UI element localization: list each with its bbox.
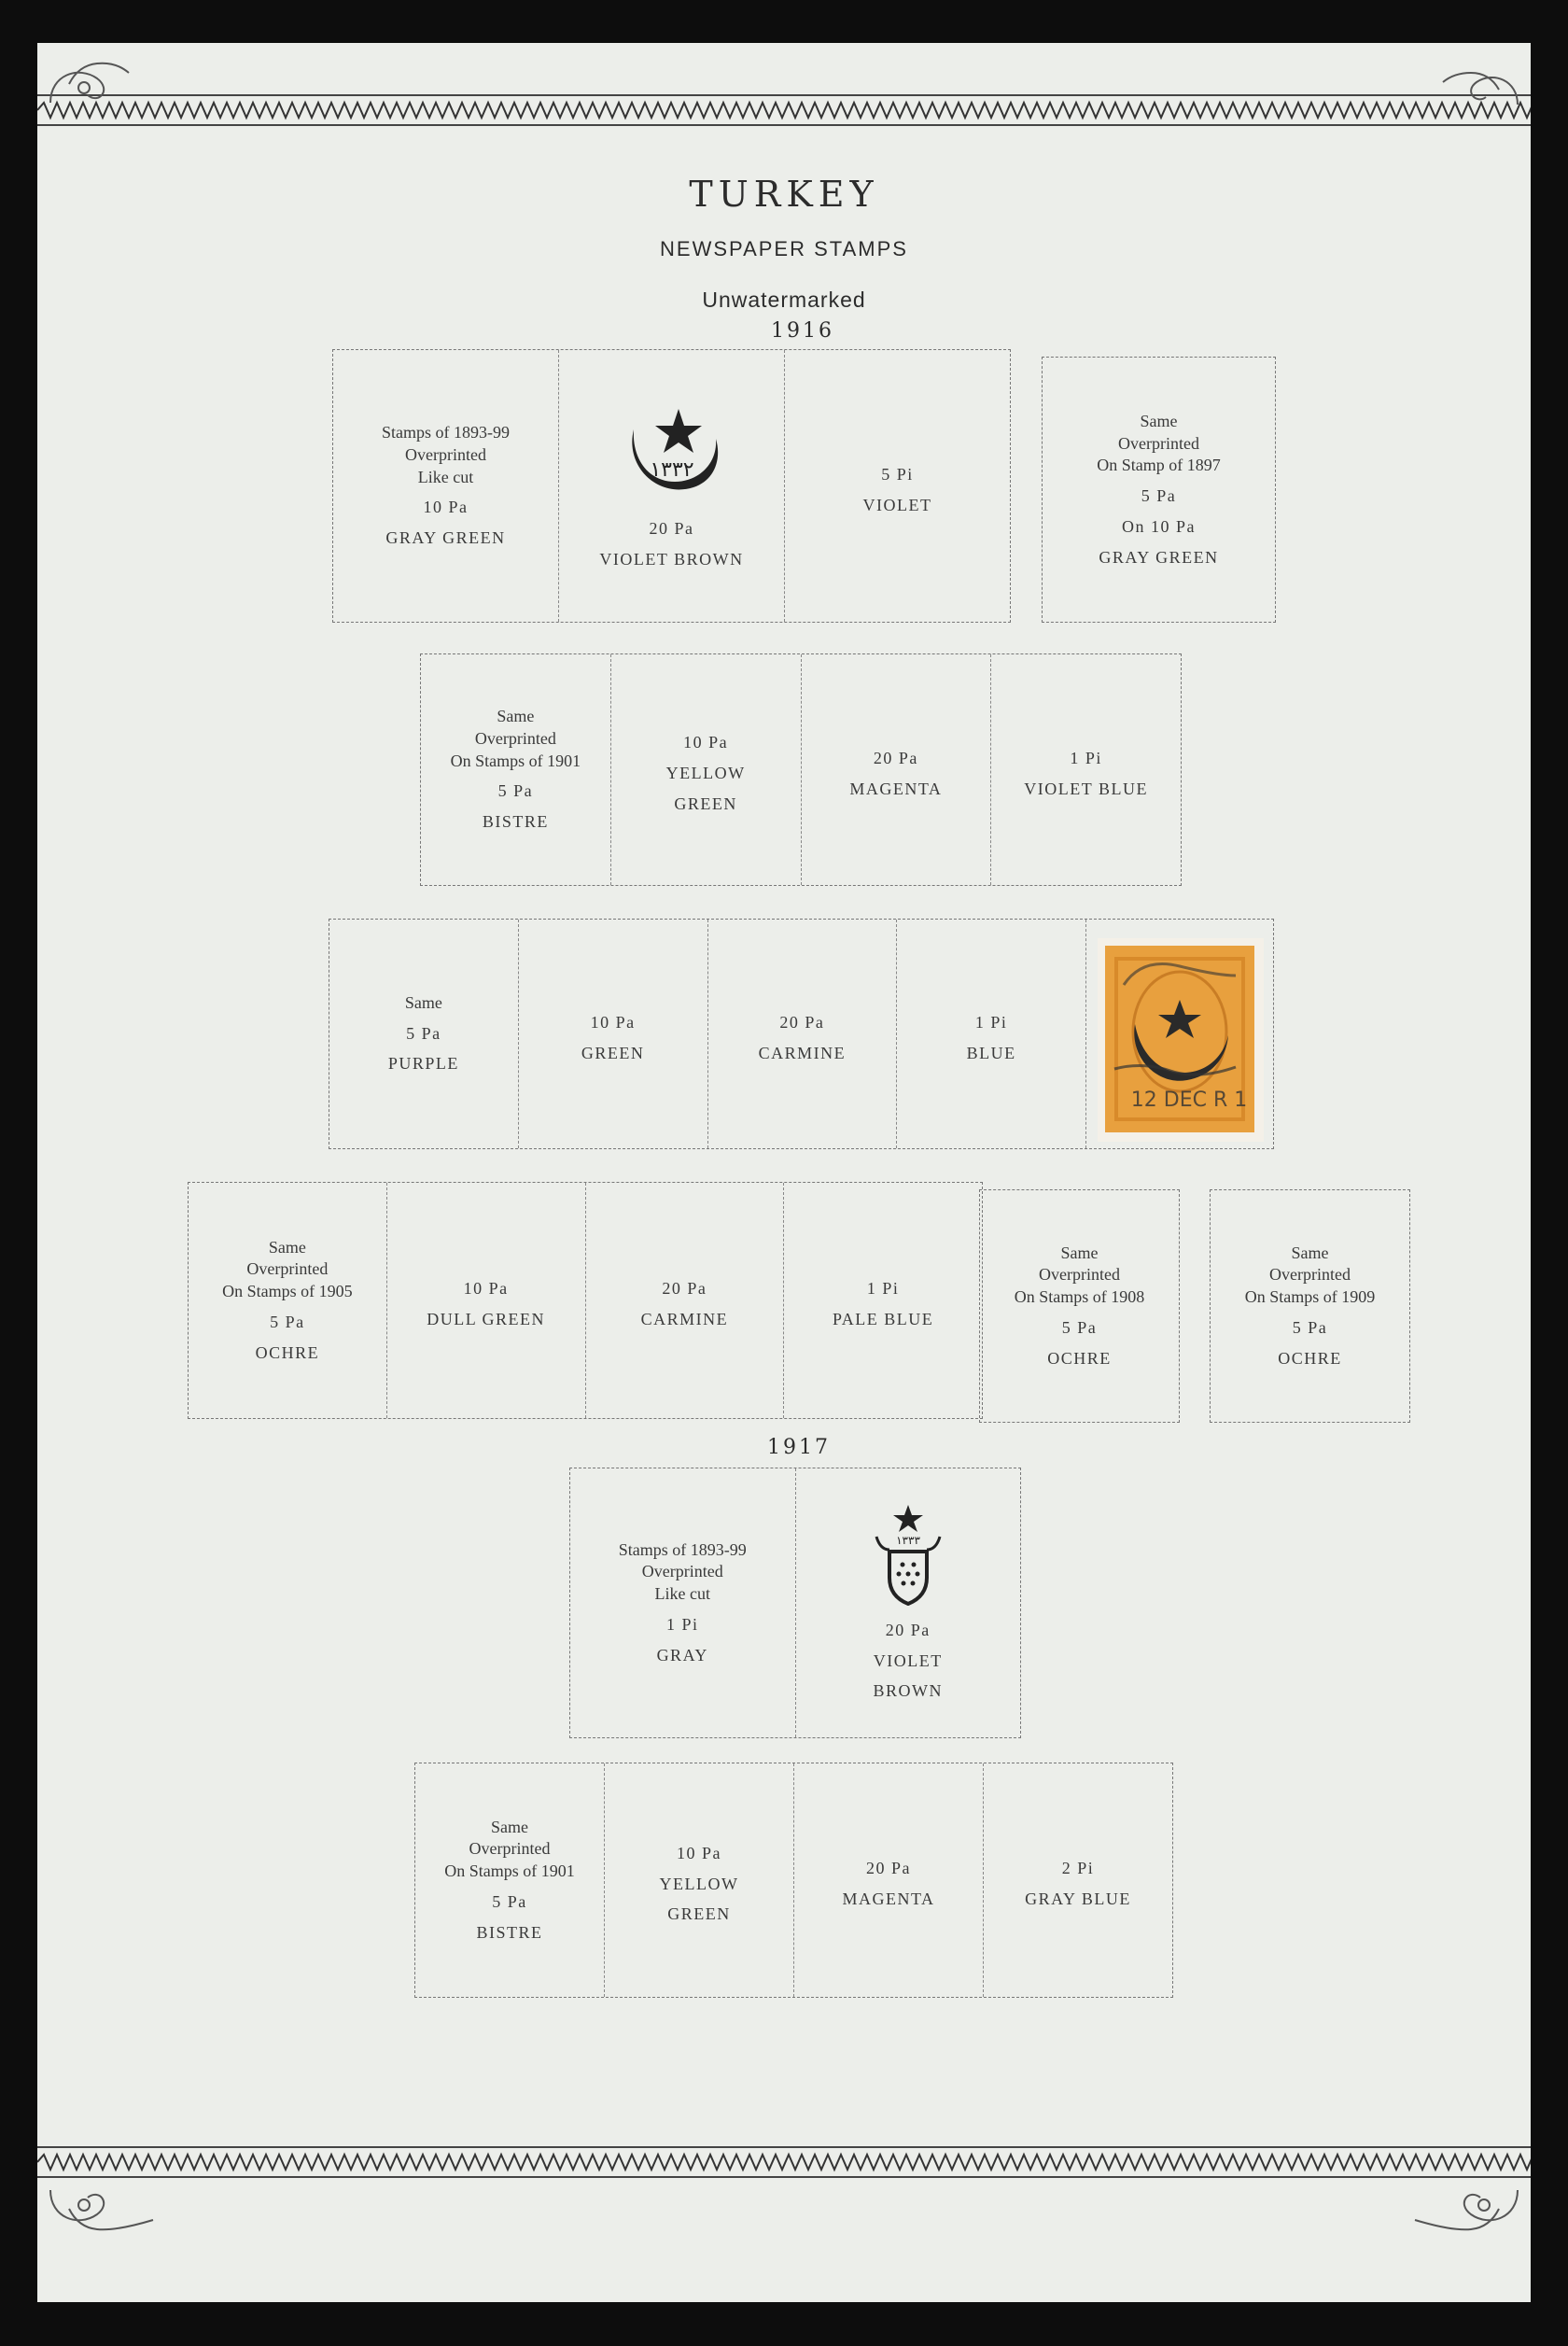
cancellation-text: 12 DEC R 1 (1130, 1089, 1248, 1112)
stamp-color: CARMINE (640, 1310, 729, 1328)
denomination: 10 Pa (677, 1843, 721, 1862)
stamp-color: PURPLE (387, 1054, 459, 1074)
denomination: 5 Pa (406, 1023, 441, 1043)
stamp-color: GRAY BLUE (1025, 1889, 1131, 1908)
stamp-color: YELLOW (659, 1874, 739, 1893)
description-line: Same (1291, 1243, 1329, 1262)
description-line: Overprinted (469, 1839, 551, 1859)
stamp-color: CARMINE (758, 1043, 847, 1062)
page-title: TURKEY (689, 174, 879, 215)
stamp-space[interactable] (794, 1763, 984, 1997)
description-line: On Stamps of 1905 (222, 1282, 353, 1301)
year-heading-1916: 1916 (771, 319, 834, 343)
stamp-group-1916-1905 (188, 1182, 983, 1419)
stamp-color: OCHRE (1047, 1348, 1112, 1368)
description-line: Same (404, 992, 442, 1012)
description-line: Like cut (654, 1584, 710, 1604)
denomination: 10 Pa (590, 1012, 636, 1032)
stamp-color: GREEN (581, 1043, 645, 1062)
denomination: 20 Pa (649, 518, 694, 538)
stamp-color: VIOLET BROWN (599, 549, 744, 569)
stamp-space[interactable] (519, 920, 708, 1148)
page-subtitle: NEWSPAPER STAMPS (660, 237, 908, 260)
watermark-note: Unwatermarked (702, 288, 866, 312)
corner-scroll-ornament (41, 2181, 172, 2237)
stamp-space[interactable] (708, 920, 898, 1148)
stamp-color: GRAY GREEN (1099, 547, 1219, 567)
stamp-color: VIOLET BLUE (1024, 779, 1148, 798)
stamp-color: VIOLET (862, 495, 932, 514)
description-line: Same (268, 1237, 306, 1257)
stamp-space[interactable] (784, 1183, 982, 1418)
description-line: Same (1060, 1243, 1099, 1262)
stamp-color: GRAY (656, 1645, 708, 1665)
denomination: 5 Pa (492, 1891, 527, 1911)
description-line: On Stamp of 1897 (1097, 456, 1221, 475)
stamp-color: YELLOW (665, 764, 746, 783)
stamp-color: PALE BLUE (832, 1310, 934, 1328)
stamp-group-1917-overprint (569, 1468, 1021, 1738)
stamp-space[interactable] (570, 1468, 796, 1737)
stamp-space[interactable] (897, 920, 1086, 1148)
description-line: On Stamps of 1909 (1244, 1287, 1376, 1307)
denomination: 5 Pi (881, 464, 914, 484)
denomination: 2 Pi (1061, 1859, 1095, 1878)
description-line: Overprinted (641, 1562, 723, 1581)
denomination: 20 Pa (873, 748, 918, 767)
stamp-color: MAGENTA (842, 1889, 935, 1908)
stamp-color: BISTRE (476, 1922, 543, 1942)
description-line: On Stamps of 1901 (444, 1861, 575, 1881)
description-line: Overprinted (1039, 1265, 1120, 1285)
top-border-ornament (37, 90, 1531, 133)
corner-scroll-ornament (41, 47, 144, 112)
mounted-stamp-image (1086, 920, 1273, 1148)
stamp-space[interactable] (559, 350, 785, 622)
stamp-color: BISTRE (482, 812, 549, 832)
stamp-group-1916-1897 (1042, 357, 1276, 623)
denomination: 5 Pa (270, 1312, 305, 1331)
stamp-group-1916-1909 (1210, 1189, 1410, 1423)
stamp-color: GRAY GREEN (385, 528, 506, 548)
stamp-space[interactable] (415, 1763, 605, 1997)
crescent-star-overprint-icon (621, 401, 723, 504)
denomination: 5 Pa (1061, 1317, 1098, 1337)
description-line: Overprinted (246, 1259, 329, 1279)
stamp-group-1916-purple (329, 919, 1274, 1149)
denomination: 20 Pa (866, 1859, 911, 1878)
stamp-space[interactable] (980, 1190, 1179, 1422)
surcharge-note: On 10 Pa (1122, 516, 1196, 536)
denomination: 5 Pa (497, 781, 534, 801)
stamp-color-line2: BROWN (873, 1681, 943, 1701)
stamp-space[interactable] (333, 350, 559, 622)
stamp-space[interactable] (991, 654, 1181, 885)
denomination: 20 Pa (662, 1279, 707, 1299)
denomination: 1 Pi (1070, 748, 1102, 767)
denomination: 20 Pa (885, 1620, 931, 1639)
stamp-group-1916-overprint (332, 349, 1011, 623)
stamp-color-line2: GREEN (674, 794, 737, 813)
stamp-color: DULL GREEN (427, 1310, 546, 1328)
denomination: 1 Pi (974, 1012, 1008, 1032)
mounted-stamp-slot[interactable] (1086, 920, 1273, 1148)
denomination: 10 Pa (463, 1279, 509, 1299)
stamp-space[interactable] (387, 1183, 586, 1418)
description-line: On Stamps of 1901 (450, 751, 581, 770)
stamp-color-line2: GREEN (667, 1904, 731, 1924)
stamp-color: OCHRE (255, 1342, 320, 1362)
stamp-space[interactable] (189, 1183, 387, 1418)
denomination: 10 Pa (683, 733, 729, 752)
stamp-space[interactable] (1043, 358, 1275, 622)
stamp-space[interactable] (796, 1468, 1021, 1737)
description-line: Overprinted (1118, 433, 1199, 453)
denomination: 1 Pi (866, 1279, 900, 1299)
denomination: 5 Pa (1141, 486, 1177, 505)
stamp-space[interactable] (1211, 1190, 1409, 1422)
year-heading-1917: 1917 (767, 1436, 831, 1459)
description-line: Same (497, 707, 535, 726)
description-line: Overprinted (474, 728, 556, 748)
bottom-border-ornament (37, 2142, 1531, 2184)
stamp-space[interactable] (611, 654, 802, 885)
stamp-color: MAGENTA (849, 779, 943, 798)
stamp-space[interactable] (605, 1763, 794, 1997)
stamp-space[interactable] (586, 1183, 785, 1418)
description-line: Same (1140, 411, 1178, 430)
stamp-color: BLUE (966, 1043, 1016, 1062)
corner-scroll-ornament (1396, 2181, 1527, 2237)
stamp-space[interactable] (802, 654, 992, 885)
album-page (37, 43, 1531, 2302)
description-line: Same (491, 1817, 528, 1836)
stamp-color: OCHRE (1278, 1348, 1342, 1368)
description-line: Like cut (417, 467, 474, 486)
stamp-group-1916-1908 (979, 1189, 1180, 1423)
corner-scroll-ornament (1424, 58, 1527, 114)
description-line: Stamps of 1893-99 (618, 1539, 747, 1559)
description-line: Overprinted (1269, 1265, 1351, 1285)
stamp-space[interactable] (329, 920, 519, 1148)
denomination: 5 Pa (1292, 1317, 1328, 1337)
star-shield-overprint-icon (871, 1503, 945, 1606)
svg-text:١٣٣٣: ١٣٣٣ (895, 1533, 920, 1547)
denomination: 20 Pa (779, 1012, 825, 1032)
description-line: On Stamps of 1908 (1014, 1287, 1145, 1307)
stamp-space[interactable] (421, 654, 611, 885)
svg-text:١٣٣٢: ١٣٣٢ (649, 457, 694, 482)
stamp-space[interactable] (984, 1763, 1172, 1997)
denomination: 1 Pi (665, 1614, 699, 1634)
description-line: Stamps of 1893-99 (382, 423, 510, 443)
stamp-color: VIOLET (873, 1651, 943, 1670)
stamp-group-1917-1901 (414, 1763, 1173, 1998)
description-line: Overprinted (405, 444, 486, 464)
stamp-space[interactable] (785, 350, 1010, 622)
stamp-group-1916-1901 (420, 653, 1182, 886)
denomination: 10 Pa (423, 498, 469, 517)
